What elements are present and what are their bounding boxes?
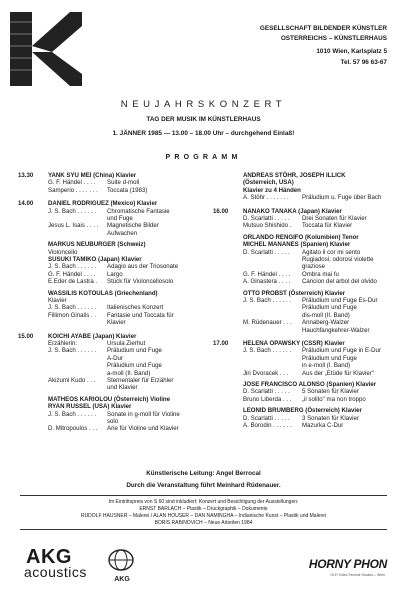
performer-name: WASSILIS KOTOULAS (Griechenland) (48, 289, 158, 297)
composer: Mutsuo Shishido . (243, 222, 292, 230)
work-title: Aus der „Etüde für Klavier" (302, 369, 374, 377)
composer (48, 370, 107, 377)
composer: D. Scarlatti . . . . . (243, 248, 290, 256)
composer: D. Mitropoulos . . . (48, 425, 98, 433)
composer: G. F. Händel . . . . (48, 179, 96, 187)
work-title: Präludium und Fuge in E-Dur (302, 347, 381, 355)
work-title: Präludium und Fuge (107, 362, 162, 370)
program-piece (48, 312, 208, 319)
program-piece (48, 278, 208, 285)
composer: Samperio . . . . . . . (48, 186, 98, 194)
work-title: Präludium und Fuge (302, 354, 357, 362)
program-piece (48, 384, 208, 391)
composer (243, 304, 302, 311)
program-piece (48, 179, 208, 186)
work-title: Ombra mai fu (302, 270, 339, 278)
composer: Jesus L. Isais . . . . (48, 222, 99, 230)
composer: J. S. Bach . . . . . . (48, 410, 97, 418)
composer: J. S. Bach . . . . . . (48, 304, 97, 312)
kunstlerhaus-logo-icon (10, 12, 82, 86)
performer-name: (Österreich, USA) (243, 179, 294, 187)
work-title: 3 Sonaten für Klavier (302, 414, 359, 422)
program-piece (48, 347, 208, 354)
composer: J. S. Bach . . . . . . (243, 347, 292, 355)
work-title: Präludium und Fuge (107, 347, 162, 355)
performer-name: KOICHI AYABE (Japan) Klavier (48, 332, 137, 340)
composer (243, 312, 302, 319)
composer: M. Rüdenauer . . . (243, 319, 292, 327)
akg-logo: AKG (26, 546, 72, 568)
program-piece (243, 271, 393, 278)
performer-name: ANDREAS STÖHR, JOSEPH ILLICK (243, 172, 346, 179)
program-piece (48, 418, 208, 425)
work-title: Fantasie und Toccata für (107, 311, 174, 319)
exhibition-3: BORIS RABINOVICH – Neue Arbeiten 1984 (154, 520, 253, 526)
work-title: Rugiadosi, odorosi violette (302, 256, 374, 263)
performer-name: JOSE FRANCISCO ALONSO (Spanien) Klavier (243, 381, 377, 388)
work-title: und Fuge (107, 215, 133, 222)
composer: G. F. Händel . . . . (48, 270, 96, 278)
work-title: in e-moll (I. Band) (302, 362, 351, 370)
composer (243, 256, 302, 263)
work-title: Toccata für Klavier (302, 222, 353, 230)
work-title: Agitato il cor mi sento (302, 248, 361, 256)
program-piece (48, 319, 208, 326)
program-piece (243, 422, 393, 429)
akg-acoustics: acoustics (24, 564, 87, 580)
org-subname: OSTERREICHS – KÜNSTLERHAUS (280, 35, 387, 42)
performer-name: MATHEOS KARIOLOU (Österreich) Violine (48, 395, 171, 403)
program-piece (243, 249, 393, 256)
work-title: graziose (302, 263, 326, 271)
composer: G. F. Händel . . . . (243, 270, 291, 278)
composer: E.Eder de Lastra . (48, 278, 98, 286)
divider-bottom (20, 529, 387, 530)
performer-name: Klavier zu 4 Händen (243, 186, 301, 194)
composer: A. Stöhr . . . . . . . (243, 194, 289, 202)
composer: A. Ginastera . . . . (243, 278, 291, 286)
performer-name: OTTO PROBST (Österreich) Klavier (243, 289, 346, 297)
program-piece (48, 208, 208, 215)
artistic-direction: Künstlerische Leitung: Angel Berrocal (146, 470, 261, 477)
work-title: Präludium und Fuge (302, 304, 357, 312)
program-piece (243, 362, 393, 369)
work-title: Aufwachen (107, 229, 138, 237)
work-title: „il solito" ma non troppo (302, 395, 366, 403)
performer-name: SUSUKI TAMIKO (Japan) Klavier (48, 256, 142, 263)
program-heading: PROGRAMM (165, 154, 242, 161)
program-piece (243, 312, 393, 319)
akg-emblem-text: AKG (114, 576, 130, 583)
composer (48, 362, 107, 369)
work-title: Drei Sonaten für Klavier (302, 215, 367, 222)
program-piece (243, 263, 393, 270)
work-title: Klavier (107, 319, 126, 327)
composer (48, 355, 107, 362)
composer (48, 230, 107, 237)
composer: J. S. Bach . . . . . . (243, 297, 292, 304)
concert-title: NEUJAHRSKONZERT (120, 99, 287, 110)
program-piece (243, 388, 393, 395)
work-title: Suite d-moll (107, 179, 140, 187)
composer: Akizumi Kudo . . . (48, 377, 96, 384)
work-title: dis-moll (II. Band) (302, 311, 350, 319)
composer: D. Scarlatti . . . . . (243, 215, 290, 222)
composer (243, 327, 302, 334)
program-piece (243, 256, 393, 263)
program-piece (243, 215, 393, 222)
work-title: Toccata (1983) (107, 186, 148, 194)
work-title: Sternentaler für Erzähler (107, 377, 174, 384)
program-piece (243, 194, 393, 201)
program-piece (243, 297, 393, 304)
performer-name: DANIEL RODRIGUEZ (Mexico) Klavier (48, 200, 158, 208)
org-phone: Tel. 57 96 63-67 (340, 59, 387, 66)
program-piece (48, 355, 208, 362)
work-title: solo (107, 418, 119, 425)
program-piece (243, 222, 393, 229)
program-piece (48, 362, 208, 369)
performer-name: NANAKO TANAKA (Japan) Klavier (243, 207, 342, 215)
composer (48, 215, 107, 222)
composer: D. Scarlatti . . . . . (243, 414, 290, 422)
program-piece (243, 415, 393, 422)
program-piece (48, 425, 208, 432)
composer (243, 263, 302, 270)
hornyphon-tagline: Hi-Fi Video Technik Studios – Wien (330, 573, 385, 577)
work-title: Annaberg-Walzer (302, 319, 350, 327)
org-address: 1010 Wien, Karlsplatz 5 (316, 48, 387, 55)
instrument: Violoncello (48, 248, 78, 256)
program-piece (243, 355, 393, 362)
work-title: Sonate in g-moll für Violine (107, 410, 180, 418)
composer: Fillimon Ginalis . . (48, 311, 97, 319)
work-title: a-moll (II. Band) (107, 369, 151, 377)
work-title: Stück für Violoncellosolo (107, 278, 174, 286)
program-piece (48, 304, 208, 311)
program-piece (48, 271, 208, 278)
host-line: Durch die Veranstaltung führt Meinhard Rüdenauer. (126, 482, 281, 489)
composer: Jiri Dvoracek . . . (243, 369, 289, 377)
program-piece (48, 263, 208, 270)
composer: Erzählerin: (48, 340, 78, 347)
composer: J. S. Bach . . . . . . (48, 263, 97, 271)
composer (48, 418, 107, 425)
work-title: und Klavier (107, 384, 138, 392)
divider-top (20, 495, 387, 496)
work-title: Magnetische Bilder (107, 222, 159, 230)
program-piece (243, 319, 393, 326)
hornyphon-logo: HORNY PHON (308, 557, 387, 571)
work-title: Cancion del arbol del olvido (302, 278, 377, 286)
work-title: Italienisches Konzert (107, 304, 164, 312)
composer: J. S. Bach . . . . . . (48, 347, 97, 355)
composer: A. Borodin . . . . . . (243, 422, 292, 429)
performer-name: RYAN RUSSEL (USA) Klavier (48, 403, 132, 411)
performer-name: YANK SYU MEI (China) Klavier (48, 172, 137, 179)
composer (48, 319, 107, 326)
work-title: Ursula Zierhut (107, 340, 146, 347)
program-piece (243, 304, 393, 311)
program-piece (48, 411, 208, 418)
work-title: Präludium und Fuge Es-Dur (302, 297, 378, 304)
performer-name: MARKUS NEUBURGER (Schweiz) (48, 241, 146, 249)
program-piece (243, 347, 393, 354)
program-piece (243, 396, 393, 403)
time-slot: 16.00 (213, 207, 229, 215)
time-slot: 15.00 (18, 332, 34, 340)
work-title: Arie für Violine und Klavier (107, 425, 179, 433)
composer: Bruno Liberda . . . (243, 395, 292, 403)
work-title: 5 Sonaten für Klavier (302, 388, 359, 396)
concert-subtitle: TAG DER MUSIK IM KÜNSTLERHAUS (146, 116, 261, 123)
work-title: Largo (107, 270, 123, 278)
program-piece (48, 215, 208, 222)
performer-name: HELENA OPAWSKY (CSSR) Klavier (243, 340, 345, 347)
program-piece (48, 187, 208, 194)
composer (243, 355, 302, 362)
concert-dateline: 1. JÄNNER 1985 — 13.00 – 18.00 Uhr – durchgehend Einlaß! (112, 130, 295, 137)
composer: D. Scarlatti . . . . . (243, 388, 290, 396)
program-piece (243, 327, 393, 334)
program-piece (48, 370, 208, 377)
org-name: GESELLSCHAFT BILDENDER KÜNSTLER (259, 25, 387, 32)
performer-name: LEONID BRUMBERG (Österreich) Klavier (243, 407, 362, 415)
work-title: Chromatische Fantasie (107, 207, 170, 215)
program-piece (243, 370, 393, 377)
program-piece (48, 222, 208, 229)
program-piece (48, 377, 208, 384)
admission-info: Im Eintrittspreis von S 60 sind inkludiert: Konzert und Besichtigung der Ausstellungen: (108, 499, 299, 505)
work-title: Mazurka C-Dur (302, 422, 344, 429)
exhibition-1: ERNST BARLACH – Plastik – Druckgraphik – Dokumente (139, 506, 268, 512)
composer (48, 384, 107, 391)
work-title: A-Dur (107, 354, 123, 362)
composer: J. S. Bach . . . . . . (48, 207, 97, 215)
time-slot: 14.00 (18, 200, 34, 208)
exhibition-2: RUDOLF HAUSNER – Malerei / ALAN HOUSER – DAN NAMINGHA – Indianische Kunst – Plastik und Malerei (80, 513, 327, 519)
program-piece (48, 230, 208, 237)
program-piece (48, 340, 208, 347)
work-title: Adagio aus der Triosonate (107, 263, 179, 271)
work-title: Präludium u. Fuge über Bach (302, 194, 382, 202)
work-title: Hauchfangkehrer-Walzer (302, 326, 370, 334)
instrument: Klavier (48, 297, 67, 304)
program-piece (243, 278, 393, 285)
performer-name: MICHEL MANANES (Spanien) Klavier (243, 241, 351, 249)
performer-name: ORLANDO RENGIFO (Kolumbien) Tenor (243, 233, 359, 241)
composer (243, 362, 302, 369)
time-slot: 13.30 (18, 172, 34, 179)
time-slot: 17.00 (213, 340, 229, 347)
